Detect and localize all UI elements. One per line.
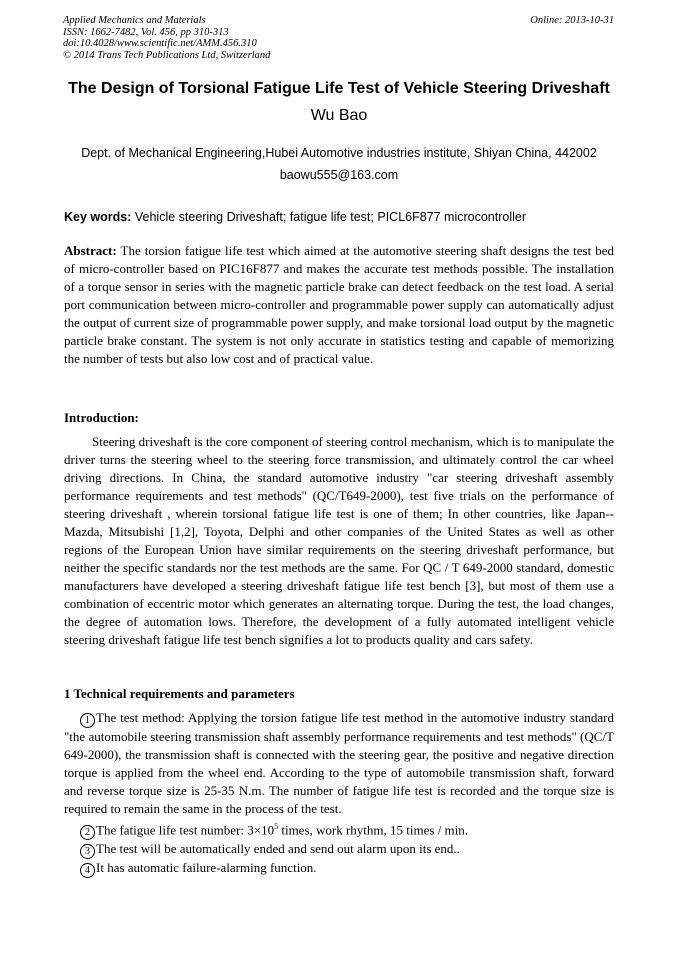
paper-title: The Design of Torsional Fatigue Life Test of Vehicle Steering Driveshaft [68,80,610,97]
list-item [64,840,614,859]
author: Wu Bao [310,107,368,124]
abstract-label: Abstract: [64,243,117,258]
section1-heading: 1 Technical requirements and parameters [64,686,295,701]
journal-header [63,15,270,61]
abstract-text: The torsion fatigue life test which aimed at the automotive steering shaft designs the test bed of micro-controller based on PIC16F877 and makes the accurate test methods possible. The installation of a torque sensor in series with the magnetic particle brake can detect feedback on the test load. A serial port communication between micro-controller and programmable power supply can automatically adjust the output of current size of programmable power supply, and make torsional load output by the magnetic particle brake constant. The system is not only accurate in statistics testing and capable of memorizing the number of tests but also low cost and of practical value. [64,243,614,366]
intro-paragraph: Steering driveshaft is the core component of steering control mechanism, which is to manipulate the driver turns the steering wheel to the steering force transmission, and ultimately control the car wheel driving directions. In China, the standard automotive industry "car steering driveshaft assembly performance requirements and test methods" (QC/T649-2000), test five trials on the performance of steering driveshaft , wherein torsional fatigue life test is one of them; In other countries, like Japan--Mazda, Mitsubishi [1,2], Toyota, Delphi and other companies of the United States as well as other regions of the European Union have similar requirements on the steering driveshaft performance, but neither the specific standards nor the test methods are the same. For QC / T 649-2000 standard, domestic manufacturers have developed a steering driveshaft fatigue life test bench [3], but most of them use a combination of eccentric motor which generates an alternating torque. During the test, the load changes, the degree of automation lows. Therefore, the development of a fully automated intelligent vehicle steering driveshaft fatigue life test bench signifies a lot to products quality and cars safety. [64,434,614,647]
copyright: © 2014 Trans Tech Publications Ltd, Switzerland [63,49,271,61]
online-date: Online: 2013-10-31 [530,15,614,26]
circled-number: 4 [80,863,95,878]
intro-heading: Introduction: [64,410,139,425]
journal-name: Applied Mechanics and Materials [63,15,206,26]
item-text: The test method: Applying the torsion fatigue life test method in the automotive industry standard "the automobile steering transmission shaft assembly performance requirements and test methods" (QC/T 649-2000), the transmission shaft is connected with the steering gear, the positive and negative direction torque is applied from the wheel end. According to the type of automobile transmission shaft, forward and reverse torque size is 25-35 N.m. The number of fatigue life test is recorded and the torque size is required to remain the same in the process of the test. [64,710,614,816]
doi: doi:10.4028/www.scientific.net/AMM.456.310 [63,38,257,49]
item-text: The test will be automatically ended and send out alarm upon its end.. [96,841,460,857]
circled-number: 3 [80,844,95,859]
list-item [64,709,614,818]
section1-list [64,709,614,878]
keywords-text: Vehicle steering Driveshaft; fatigue life test; PICL6F877 microcontroller [131,210,527,224]
item-text: times, work rhythm, 15 times / min. [278,822,469,838]
list-item [64,818,614,840]
keywords [64,210,526,224]
item-text: It has automatic failure-alarming function. [96,860,317,876]
abstract [64,242,614,368]
item-text: The fatigue life test number: 3×10 [96,822,275,838]
affiliation: Dept. of Mechanical Engineering,Hubei Automotive industries institute, Shiyan China, 442002 [81,146,597,160]
circled-number: 1 [80,713,95,728]
list-item [64,859,614,878]
issn: ISSN: 1662-7482, Vol. 456, pp 310-313 [63,26,229,38]
keywords-label: Key words: [64,210,132,224]
circled-number: 2 [80,825,95,840]
exponent: 5 [274,822,279,831]
email: baowu555@163.com [279,168,399,182]
